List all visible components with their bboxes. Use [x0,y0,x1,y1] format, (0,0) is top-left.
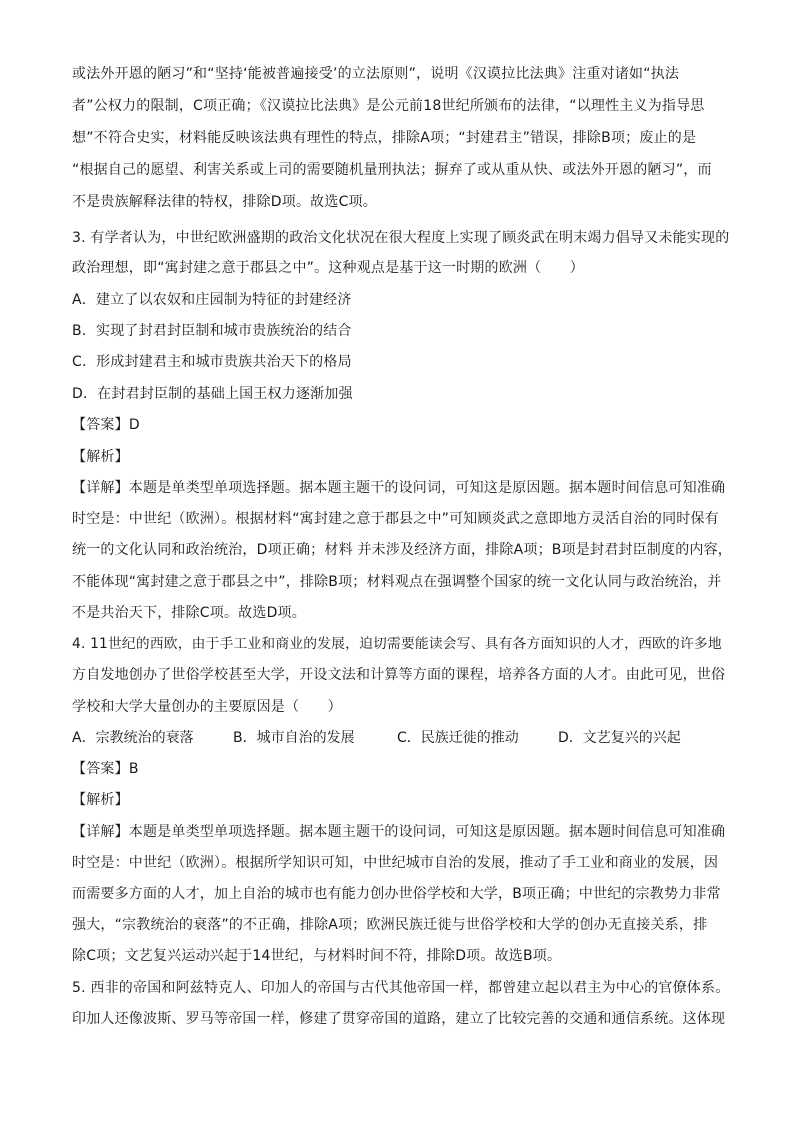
q5-stem-line: 5. 西非的帝国和阿兹特克人、印加人的帝国与古代其他帝国一样，都曾建立起以君主为中心的官僚体系。 [72,980,730,996]
q4-detail-line: 时空是：中世纪（欧洲）。根据所学知识可知，中世纪城市自治的发展，推动了手工业和商业的发展，因 [72,855,719,871]
q4-option-a: A．宗教统治的衰落 [72,730,194,746]
q3-option-d: D．在封君封臣制的基础上国王权力逐渐加强 [72,386,353,402]
q4-detail-line: 而需要多方面的人才，加上自治的城市也有能力创办世俗学校和大学，B项正确；中世纪的宗教势力非常 [72,886,721,902]
q3-stem-line: 3. 有学者认为，中世纪欧洲盛期的政治文化状况在很大程度上实现了顾炎武在明末竭力倡导又未能实现的 [72,230,730,246]
q3-analysis-label: 【解析】 [72,449,129,465]
q4-stem-line: 4. 11世纪的西欧，由于手工业和商业的发展，迫切需要能读会写、具有各方面知识的人才，西欧的许多地 [72,636,722,652]
q4-stem-line: 学校和大学大量创办的主要原因是（ ） [72,699,342,715]
q5-stem-line: 印加人还像波斯、罗马等帝国一样，修建了贯穿帝国的道路，建立了比较完善的交通和通信系统。这体现 [72,1011,726,1027]
q4-detail-line: 除C项；文艺复兴运动兴起于14世纪，与材料时间不符，排除D项。故选B项。 [72,948,562,964]
q4-option-d: D．文艺复兴的兴起 [558,730,681,746]
q3-option-a: A．建立了以农奴和庄园制为特征的封建经济 [72,292,352,308]
q4-answer [72,759,732,779]
q3-detail-line: 【详解】本题是单类型单项选择题。据本题主题干的设问词，可知这是原因题。据本题时间信息可知准确 [72,480,726,496]
q3-answer [72,415,732,435]
q4-option-c: C．民族迁徙的推动 [397,730,519,746]
q3-option-c: C．形成封建君主和城市贵族共治天下的格局 [72,354,352,370]
q3-option-b: B．实现了封君封臣制和城市贵族统治的结合 [72,323,352,339]
q4-analysis-label: 【解析】 [72,792,129,808]
prev-analysis-line: 者”公权力的限制，C项正确；《汉谟拉比法典》是公元前18世纪所颁布的法律，“以理性主义为指导思 [72,98,705,114]
q4-option-b: B．城市自治的发展 [233,730,355,746]
answer-value: B [128,761,139,777]
prev-analysis-line: 不是贵族解释法律的特权，排除D项。故选C项。 [72,194,377,210]
prev-analysis-line: 想”不符合史实，材料能反映该法典有理性的特点，排除A项；“封建君主”错误，排除B项；废止的是 [72,130,697,146]
answer-label: 【答案】 [72,761,129,777]
prev-analysis-line: “根据自己的愿望、利害关系或上司的需要随机量刑执法；摒弃了或从重从快、或法外开恩的陋习”，而 [72,162,712,178]
q4-detail-line: 【详解】本题是单类型单项选择题。据本题主题干的设问词，可知这是原因题。据本题时间信息可知准确 [72,824,726,840]
answer-value: D [128,417,140,433]
q3-detail-line: 统一的文化认同和政治统治，D项正确；材料 并未涉及经济方面，排除A项；B项是封君封臣制度的内容， [72,542,733,558]
prev-analysis-line: 或法外开恩的陋习”和“坚持‘能被普遍接受’的立法原则”，说明《汉谟拉比法典》注重对诸如“执法 [72,66,680,82]
answer-label: 【答案】 [72,417,129,433]
q4-detail-line: 强大，“宗教统治的衰落”的不正确，排除A项；欧洲民族迁徙与世俗学校和大学的创办无直接关系，排 [72,917,708,933]
q3-stem-line: 政治理想，即“寓封建之意于郡县之中”。这种观点是基于这一时期的欧洲（ ） [72,260,584,276]
q4-stem-line: 方自发地创办了世俗学校甚至大学，开设文法和计算等方面的课程，培养各方面的人才。由此可见，世俗 [72,667,726,683]
q3-detail-line: 不是共治天下，排除C项。故选D项。 [72,605,306,621]
q3-detail-line: 不能体现“寓封建之意于郡县之中”，排除B项；材料观点在强调整个国家的统一文化认同与政治统治，并 [72,574,722,590]
q3-detail-line: 时空是：中世纪（欧洲）。根据材料“寓封建之意于郡县之中”可知顾炎武之意即地方灵活自治的同时保有 [72,511,719,527]
